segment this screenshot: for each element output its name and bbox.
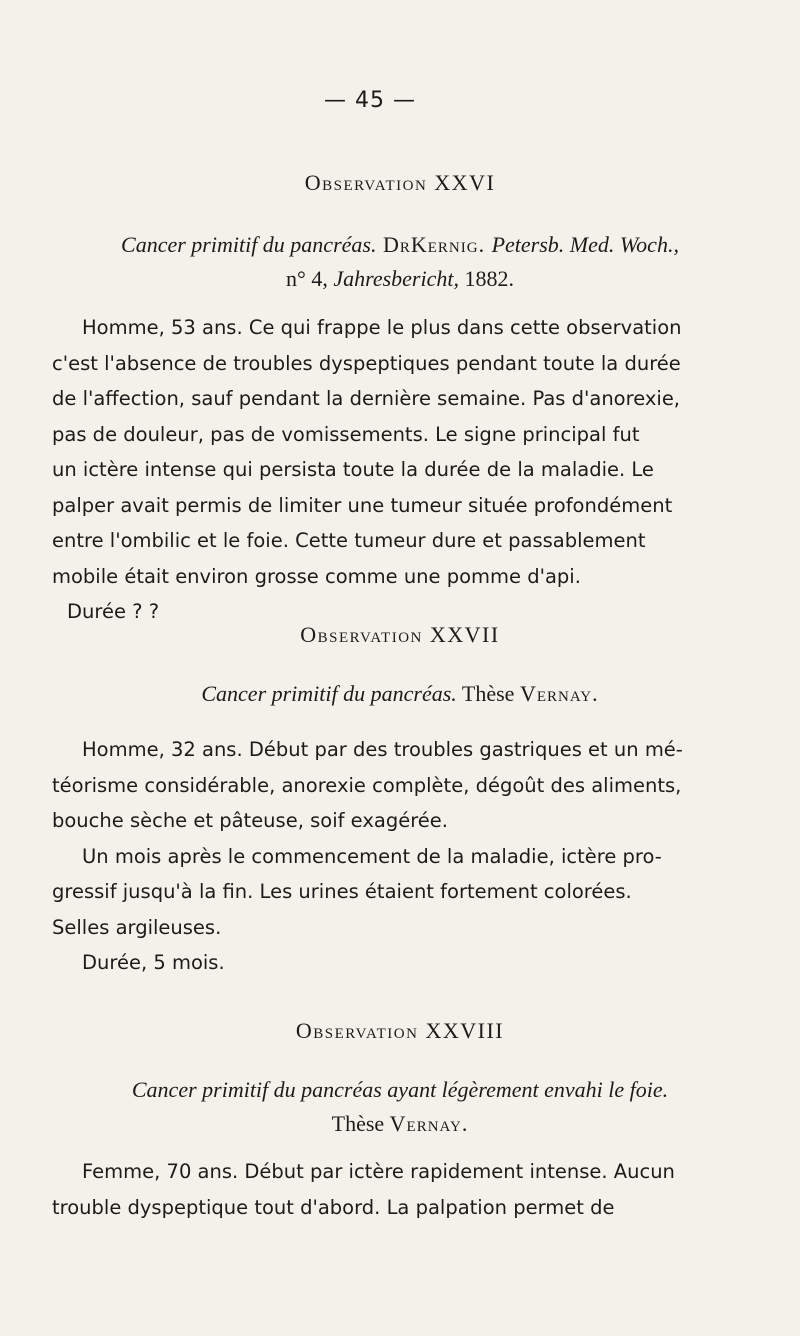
observation-title: Observation XXVIII — [295, 1018, 505, 1043]
observation-citation: Cancer primitif du pancréas. DrKernig. Petersb. Med. Woch., n° 4, Jahresbericht, 1882. — [121, 232, 679, 291]
observation-citation: Cancer primitif du pancréas ayant légèrement envahi le foie. Thèse Vernay. — [131, 1077, 669, 1136]
observation-body: Homme, 32 ans. Début par des troubles gastriques et un mé- téorisme considérable, anorexie complète, dégoût des aliments, bouche sèche et pâteuse, soif exagérée. Un mois après le commencement de la maladie, ictère pro- gressif jusqu'à la fin. Les urines étaient fortement colorées. Selles argileuses. Durée, 5 mois. — [52, 738, 683, 974]
observation-title: Observation XXVII — [300, 622, 500, 647]
page-number: — 45 — — [324, 88, 416, 113]
observation-body: Homme, 53 ans. Ce qui frappe le plus dans cette observation c'est l'absence de troubles dyspeptiques pendant toute la durée de l'affection, sauf pendant la dernière semaine. Pas d'anorexie, pas de douleur, pas de vomissements. Le signe principal fut un ictère intense qui persista toute la durée de la maladie. Le palper avait permis de limiter une tumeur située profondément entre l'ombilic et le foie. Cette tumeur dure et passablement mobile était environ grosse comme une pomme d'api. Durée ? ? — [52, 316, 682, 623]
observation-title: Observation XXVI — [304, 170, 496, 195]
observation-body: Femme, 70 ans. Début par ictère rapidement intense. Aucun trouble dyspeptique tout d'abord. La palpation permet de — [52, 1160, 675, 1219]
observation-citation: Cancer primitif du pancréas. Thèse Vernay. — [201, 681, 599, 706]
